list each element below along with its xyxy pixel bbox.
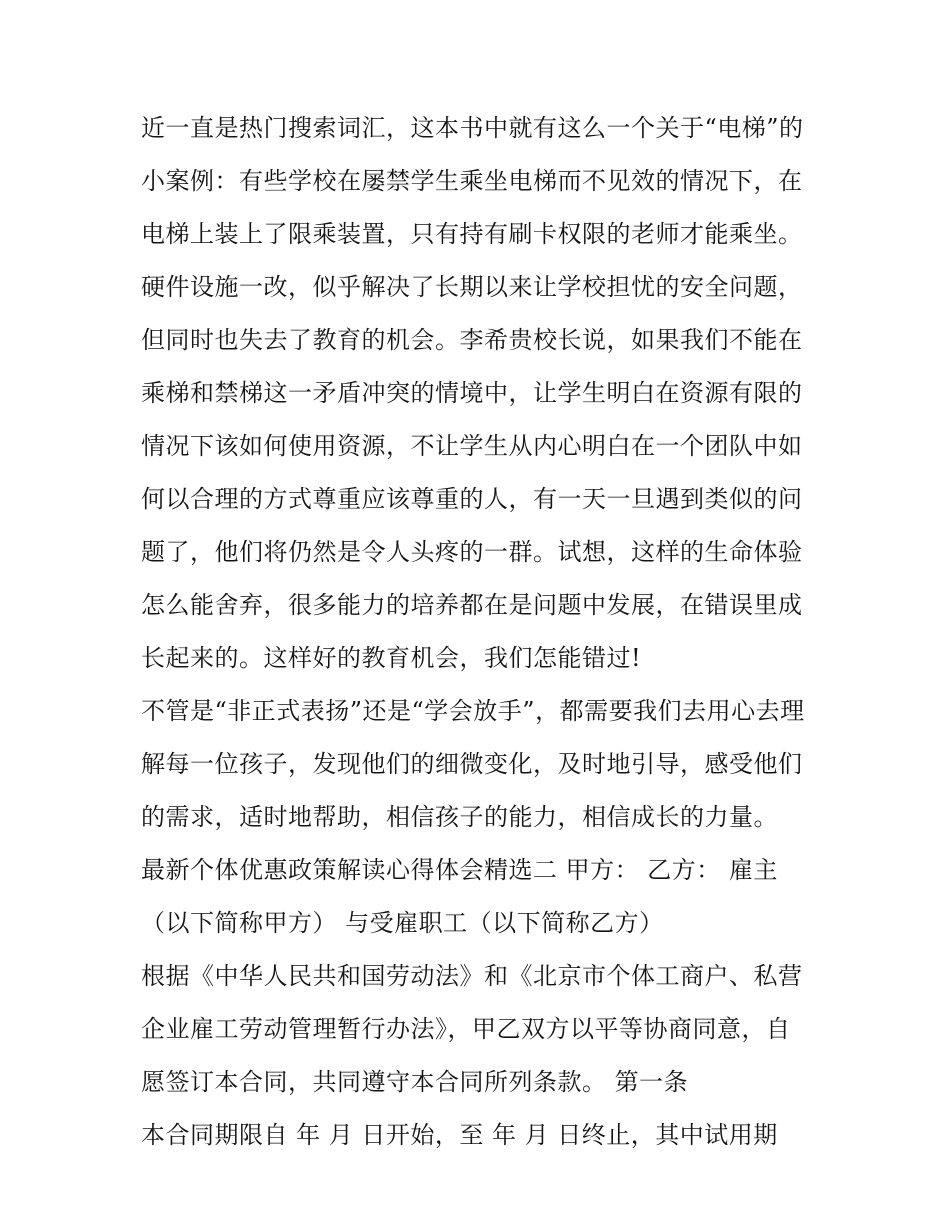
text-line: 的需求，适时地帮助，相信孩子的能力，相信成长的力量。 (141, 803, 778, 831)
text-line: （以下简称甲方） 与受雇职工（以下简称乙方） (141, 909, 664, 937)
section-heading-line: 最新个体优惠政策解读心得体会精选二 甲方： 乙方： 雇主 (141, 856, 778, 884)
text-line: 愿签订本合同，共同遵守本合同所列条款。 第一条 (141, 1068, 689, 1096)
text-line: 电梯上装上了限乘装置，只有持有刷卡权限的老师才能乘坐。 (141, 220, 803, 248)
text-line: 企业雇工劳动管理暂行办法》，甲乙双方以平等协商同意，自 (141, 1015, 791, 1043)
text-line: 不管是“非正式表扬”还是“学会放手”，都需要我们去用心去理 (141, 697, 805, 725)
text-line: 硬件设施一改，似乎解决了长期以来让学校担忧的安全问题， (141, 273, 803, 301)
text-line: 解每一位孩子，发现他们的细微变化，及时地引导，感受他们 (141, 750, 803, 778)
text-line: 长起来的。这样好的教育机会，我们怎能错过! (141, 644, 642, 672)
text-line: 怎么能舍弃，很多能力的培养都在是问题中发展，在错误里成 (141, 591, 803, 619)
text-line: 情况下该如何使用资源，不让学生从内心明白在一个团队中如 (141, 432, 803, 460)
text-line: 题了，他们将仍然是令人头疼的一群。试想，这样的生命体验 (141, 538, 803, 566)
text-line: 但同时也失去了教育的机会。李希贵校长说，如果我们不能在 (141, 326, 803, 354)
text-line: 何以合理的方式尊重应该尊重的人，有一天一旦遇到类似的问 (141, 485, 803, 513)
text-line: 近一直是热门搜索词汇，这本书中就有这么一个关于“电梯”的 (141, 114, 804, 142)
text-line: 小案例：有些学校在屡禁学生乘坐电梯而不见效的情况下，在 (141, 167, 803, 195)
text-line: 根据《中华人民共和国劳动法》和《北京市个体工商户、私营 (141, 962, 803, 990)
text-line: 本合同期限自 年 月 日开始，至 年 月 日终止，其中试用期 (141, 1121, 778, 1149)
text-line: 乘梯和禁梯这一矛盾冲突的情境中，让学生明白在资源有限的 (141, 379, 803, 407)
